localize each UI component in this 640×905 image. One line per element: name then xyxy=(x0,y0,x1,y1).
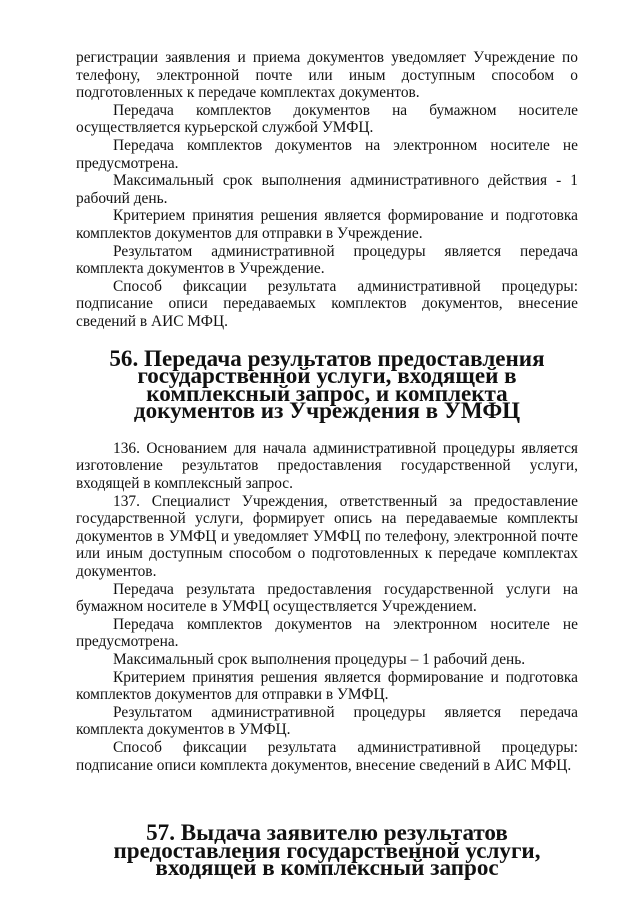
paragraph: 136. Основанием для начала административной процедуры является изготовление результатов предоставления государственной услуги, входящей в комплексный запрос. xyxy=(76,439,578,493)
paragraph: Способ фиксации результата административной процедуры: подписание описи комплекта документов, внесение сведений в АИС МФЦ. xyxy=(76,738,578,774)
paragraph: Передача результата предоставления государственной услуги на бумажном носителе в УМФЦ осуществляется Учреждением. xyxy=(76,580,578,616)
document-page xyxy=(76,49,578,881)
paragraph: Передача комплектов документов на электронном носителе не предусмотрена. xyxy=(76,615,578,651)
paragraph: регистрации заявления и приема документов уведомляет Учреждение по телефону, электронной почте или иным доступным способом о подготовленных к передаче комплектах документов. xyxy=(76,49,578,102)
section-heading-56: 56. Передача результатов предоставления государственной услуги, входящей в комплексный запрос, и комплекта документов из Учреждения в УМФЦ xyxy=(109,344,545,424)
paragraph: Способ фиксации результата административной процедуры: подписание описи передаваемых комплектов документов, внесение сведений в АИС МФЦ. xyxy=(76,277,578,330)
paragraph: Максимальный срок выполнения административного действия - 1 рабочий день. xyxy=(76,172,578,207)
paragraph: Передача комплектов документов на электронном носителе не предусмотрена. xyxy=(76,136,578,172)
paragraph: Результатом административной процедуры является передача комплекта документов в УМФЦ. xyxy=(76,703,578,739)
paragraph: Критерием принятия решения является формирование и подготовка комплектов документов для отправки в Учреждение. xyxy=(76,207,578,242)
paragraph: Критерием принятия решения является формирование и подготовка комплектов документов для отправки в УМФЦ. xyxy=(76,668,578,704)
paragraph: Максимальный срок выполнения процедуры – 1 рабочий день. xyxy=(113,651,526,668)
paragraph: 137. Специалист Учреждения, ответственный за предоставление государственной услуги, формирует опись на передаваемые комплекты документов в УМФЦ и уведомляет УМФЦ по телефону, электронной почте или иным доступным способом о подготовленных к передаче комплектах документов. xyxy=(76,492,578,581)
paragraph: Передача комплектов документов на бумажном носителе осуществляется курьерской службой УМФЦ. xyxy=(76,101,578,137)
section-heading-57: 57. Выдача заявителю результатов предоставления государственной услуги, входящей в комплексный запрос xyxy=(113,819,541,881)
paragraph: Результатом административной процедуры является передача комплекта документов в Учреждение. xyxy=(76,242,578,278)
